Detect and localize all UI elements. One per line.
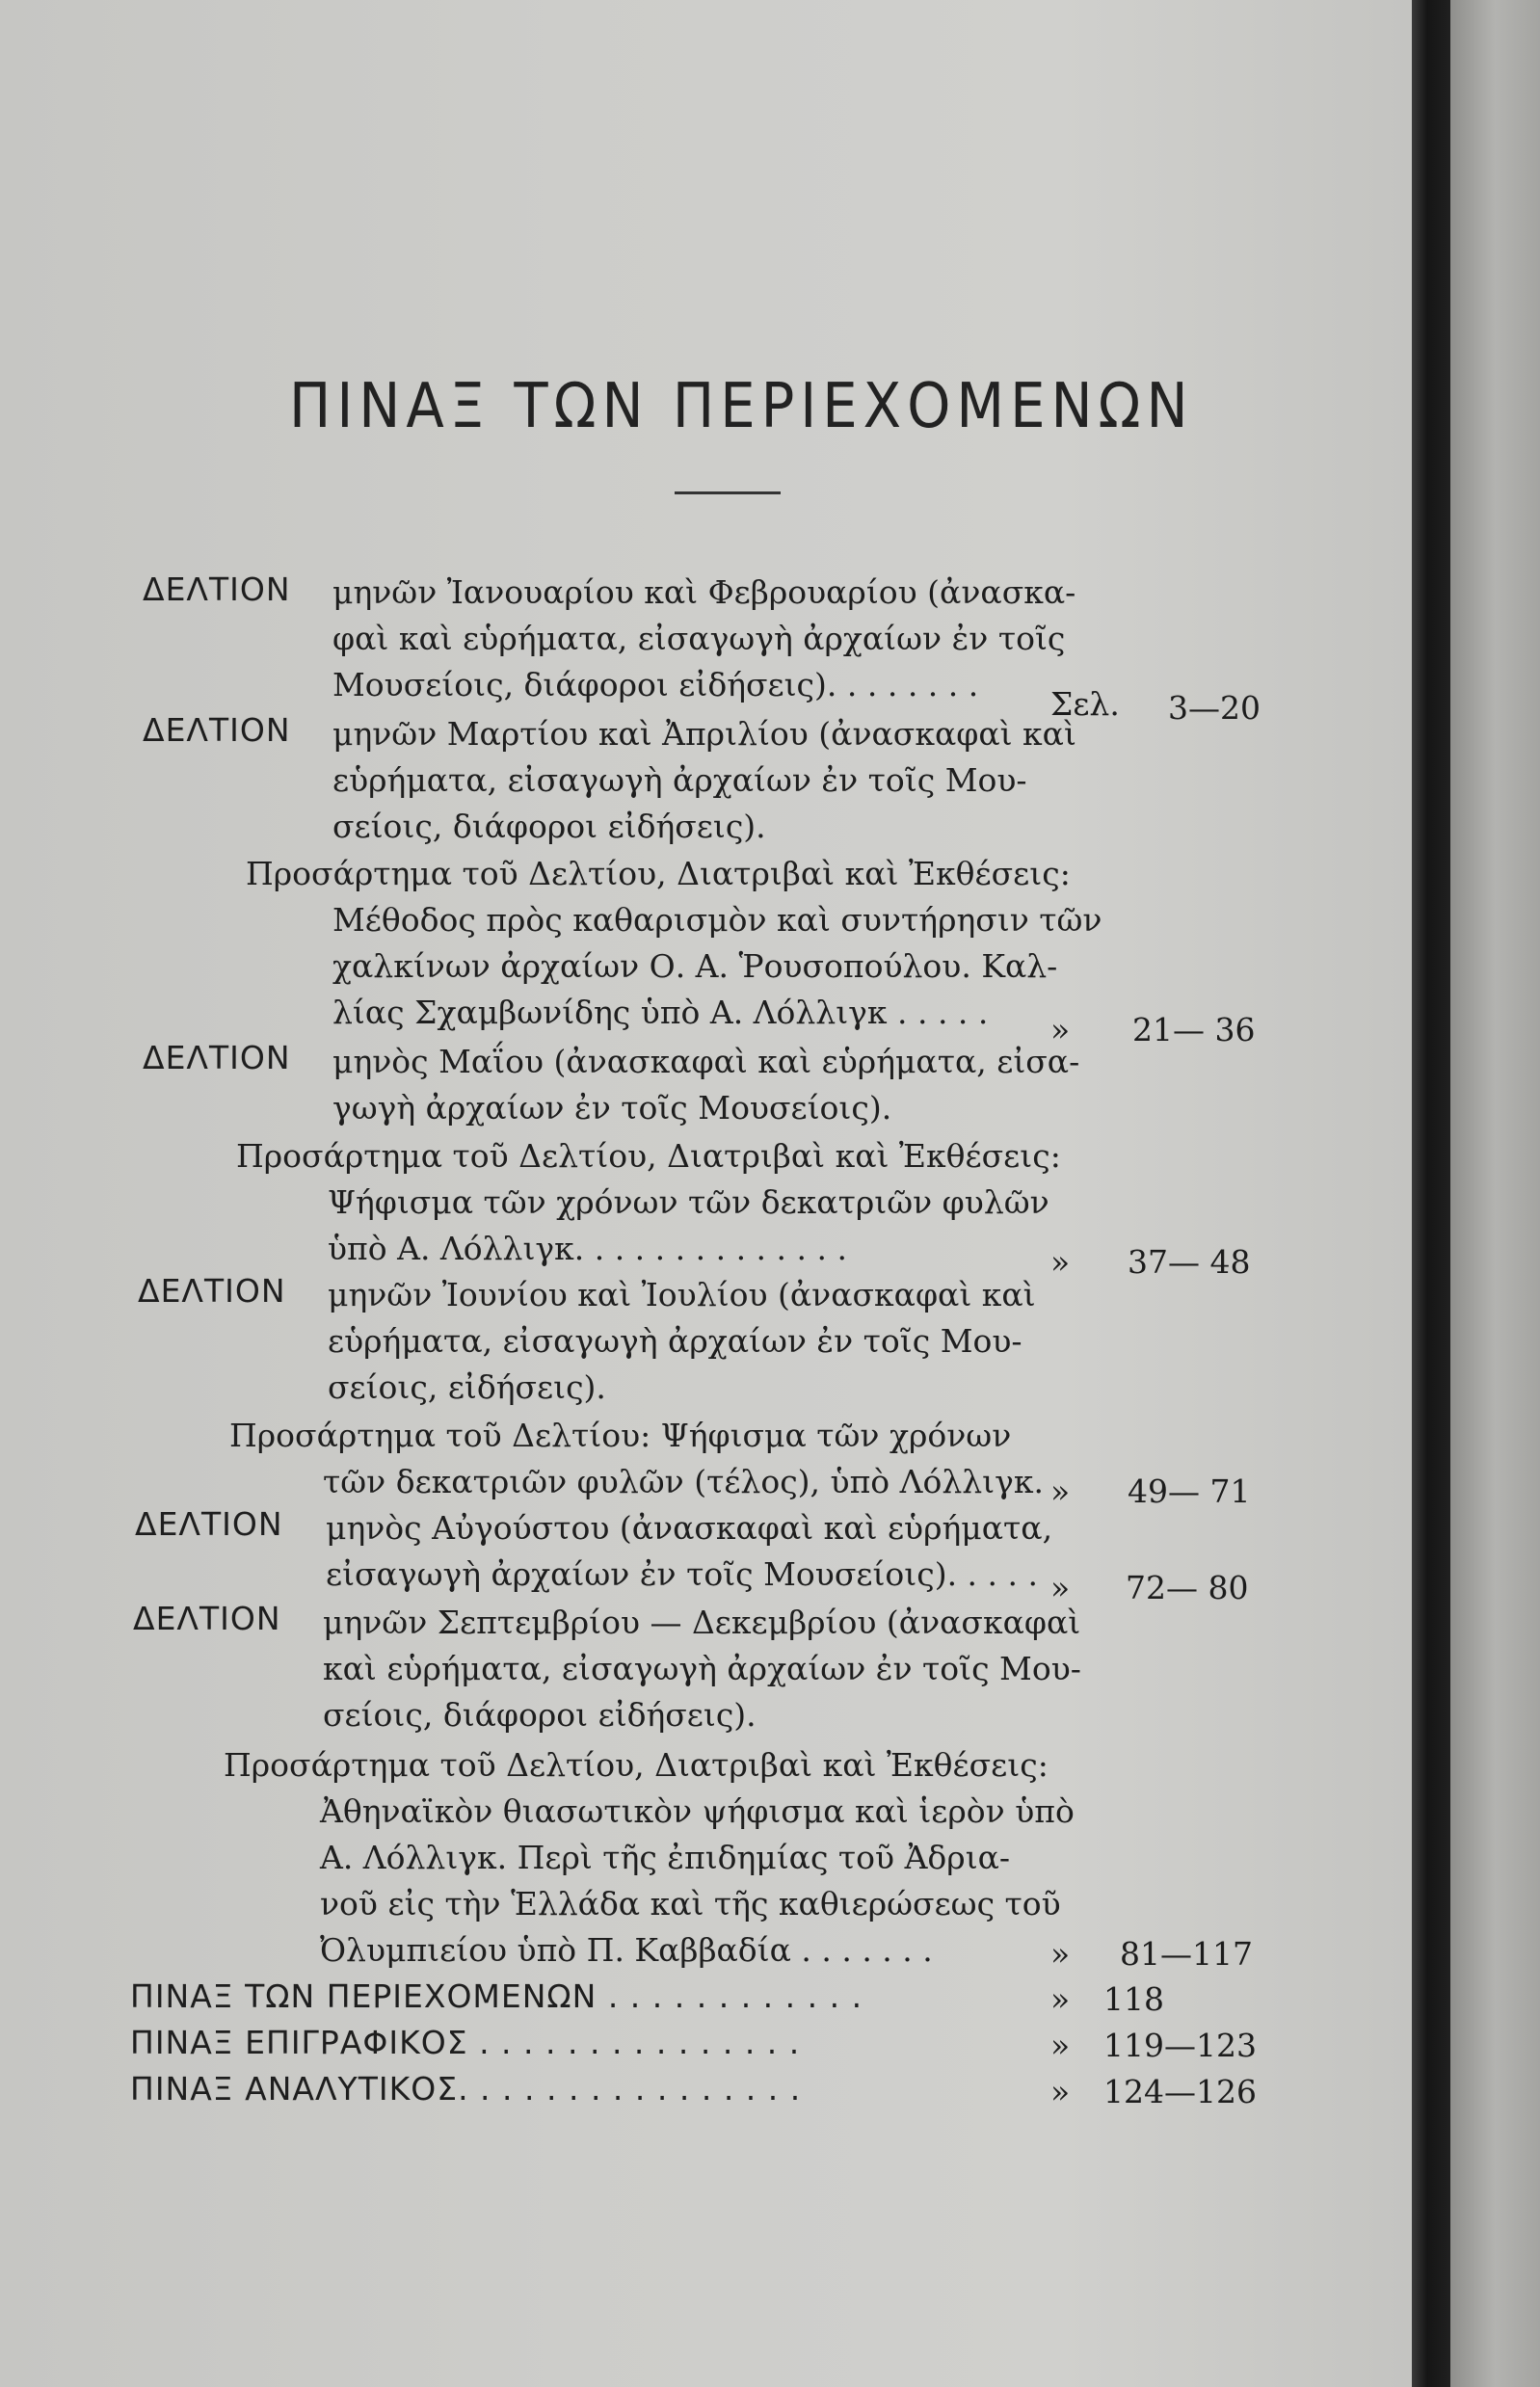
entry-line: μηνῶν Ἰανουαρίου καὶ Φεβρουαρίου (ἀνασκα- xyxy=(332,573,1076,611)
entry-line: Προσάρτημα τοῦ Δελτίου, Διατριβαὶ καὶ Ἐκθέσεις: xyxy=(224,1746,1049,1784)
entry-line: Ὀλυμπιείου ὑπὸ Π. Καββαδία . . . . . . . xyxy=(320,1931,933,1969)
index-entry: ΠΙΝΑΞ ΑΝΑΛΥΤΙΚΟΣ. . . . . . . . . . . . . . . . xyxy=(130,2070,802,2108)
entry-line: σείοις, διάφοροι εἰδήσεις). xyxy=(332,808,766,845)
page-range: 119—123 xyxy=(1103,2027,1257,2064)
entry-line: Μέθοδος πρὸς καθαρισμὸν καὶ συντήρησιν τῶν xyxy=(332,901,1102,939)
ditto-mark: » xyxy=(1050,1935,1071,1973)
entry-line: Προσάρτημα τοῦ Δελτίου, Διατριβαὶ καὶ Ἐκθέσεις: xyxy=(236,1137,1061,1175)
entry-line: Α. Λόλλιγκ. Περὶ τῆς ἐπιδημίας τοῦ Ἀδρια- xyxy=(320,1839,1011,1876)
index-entry: ΠΙΝΑΞ ΕΠΙΓΡΑΦΙΚΟΣ . . . . . . . . . . . . . . . xyxy=(130,2024,801,2061)
entry-line: Ἀθηναϊκὸν θιασωτικὸν ψήφισμα καὶ ἱερὸν ὑπὸ xyxy=(320,1792,1075,1830)
ditto-mark: » xyxy=(1050,1011,1071,1048)
page-range: 72— 80 xyxy=(1126,1569,1249,1606)
entry-line: Προσάρτημα τοῦ Δελτίου, Διατριβαὶ καὶ Ἐκθέσεις: xyxy=(246,855,1071,892)
ditto-mark: » xyxy=(1050,1243,1071,1281)
entry-line: χαλκίνων ἀρχαίων Ο. Α. Ῥουσοπούλου. Καλ- xyxy=(332,947,1058,985)
entry-line: σείοις, εἰδήσεις). xyxy=(328,1368,606,1406)
sel-label: Σελ. xyxy=(1050,685,1120,723)
entry-line: φαὶ καὶ εὑρήματα, εἰσαγωγὴ ἀρχαίων ἐν τοῖς xyxy=(332,620,1066,657)
entry-line: καὶ εὑρήματα, εἰσαγωγὴ ἀρχαίων ἐν τοῖς Μου- xyxy=(323,1650,1081,1687)
entry-line: μηνῶν Ἰουνίου καὶ Ἰουλίου (ἀνασκαφαὶ καὶ xyxy=(328,1276,1036,1313)
page-range: 21— 36 xyxy=(1132,1011,1256,1048)
entry-label: ΔΕΛΤΙΟΝ xyxy=(143,1039,291,1076)
entry-label: ΔΕΛΤΙΟΝ xyxy=(143,570,291,608)
entry-label: ΔΕΛΤΙΟΝ xyxy=(133,1600,281,1637)
ditto-mark: » xyxy=(1050,1472,1071,1510)
page-range: 49— 71 xyxy=(1128,1472,1251,1510)
ditto-mark: » xyxy=(1050,1569,1071,1606)
page-range: 118 xyxy=(1103,1980,1164,2018)
index-entry: ΠΙΝΑΞ ΤΩΝ ΠΕΡΙΕΧΟΜΕΝΩΝ . . . . . . . . . . . . xyxy=(130,1977,863,2015)
entry-line: γωγὴ ἀρχαίων ἐν τοῖς Μουσείοις). xyxy=(332,1089,892,1127)
ditto-mark: » xyxy=(1050,1980,1071,2018)
entry-line: τῶν δεκατριῶν φυλῶν (τέλος), ὑπὸ Λόλλιγκ. xyxy=(323,1463,1044,1500)
entry-line: σείοις, διάφοροι εἰδήσεις). xyxy=(323,1696,757,1734)
entry-line: Μουσείοις, διάφοροι εἰδήσεις). . . . . . . . xyxy=(332,666,979,703)
entry-line: μηνῶν Μαρτίου καὶ Ἀπριλίου (ἀνασκαφαὶ καὶ xyxy=(332,715,1076,753)
entry-line: εὑρήματα, εἰσαγωγὴ ἀρχαίων ἐν τοῖς Μου- xyxy=(332,761,1027,799)
facing-page-edge xyxy=(1450,0,1540,2387)
entry-line: εὑρήματα, εἰσαγωγὴ ἀρχαίων ἐν τοῖς Μου- xyxy=(328,1322,1022,1360)
entry-line: μηνῶν Σεπτεμβρίου — Δεκεμβρίου (ἀνασκαφαὶ xyxy=(323,1604,1081,1641)
entry-line: μηνὸς Αὐγούστου (ἀνασκαφαὶ καὶ εὑρήματα, xyxy=(326,1509,1053,1547)
entry-label: ΔΕΛΤΙΟΝ xyxy=(138,1272,286,1310)
entry-line: Ψήφισμα τῶν χρόνων τῶν δεκατριῶν φυλῶν xyxy=(328,1183,1049,1221)
entry-label: ΔΕΛΤΙΟΝ xyxy=(135,1505,283,1543)
ditto-mark: » xyxy=(1050,2073,1071,2110)
entry-label: ΔΕΛΤΙΟΝ xyxy=(143,711,291,749)
entry-line: ὑπὸ Α. Λόλλιγκ. . . . . . . . . . . . . . xyxy=(328,1230,847,1267)
entry-line: λίας Σχαμβωνίδης ὑπὸ Α. Λόλλιγκ . . . . . xyxy=(332,994,989,1031)
page-range: 124—126 xyxy=(1103,2073,1257,2110)
page-range: 3—20 xyxy=(1168,689,1261,727)
book-spine xyxy=(1412,0,1450,2387)
entry-line: νοῦ εἰς τὴν Ἑλλάδα καὶ τῆς καθιερώσεως τοῦ xyxy=(320,1885,1061,1923)
entry-line: εἰσαγωγὴ ἀρχαίων ἐν τοῖς Μουσείοις). . . . . xyxy=(326,1555,1038,1593)
page-range: 81—117 xyxy=(1120,1935,1253,1973)
page-range: 37— 48 xyxy=(1128,1243,1251,1281)
entry-line: μηνὸς Μαΐου (ἀνασκαφαὶ καὶ εὑρήματα, εἰσα- xyxy=(332,1043,1080,1080)
page-title: ΠΙΝΑΞ ΤΩΝ ΠΕΡΙΕΧΟΜΕΝΩΝ xyxy=(289,371,1194,442)
title-rule xyxy=(675,491,781,494)
entry-line: Προσάρτημα τοῦ Δελτίου: Ψήφισμα τῶν χρόνων xyxy=(229,1417,1012,1454)
ditto-mark: » xyxy=(1050,2027,1071,2064)
